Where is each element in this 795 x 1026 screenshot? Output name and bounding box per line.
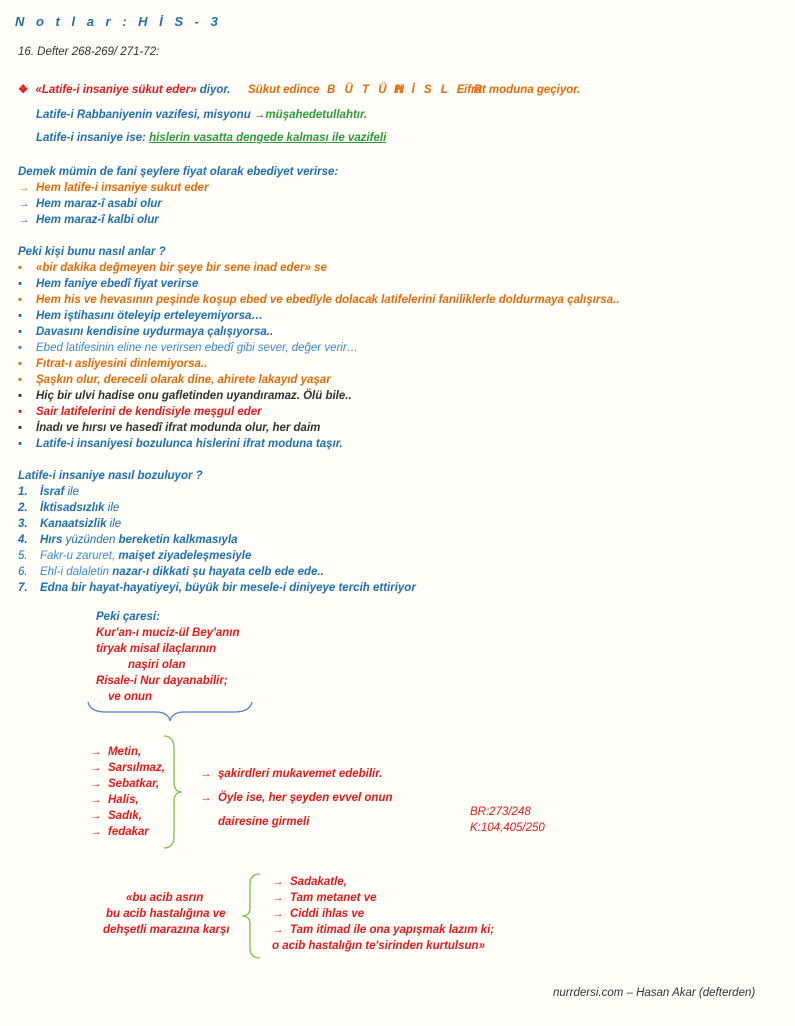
arrow-icon: → xyxy=(272,876,284,888)
list-item: ▪ «bir dakika değmeyen bir şeye bir sene inad eder» se xyxy=(18,262,327,274)
list-item: ▪ Latife-i insaniyesi bozulunca hislerini ifrat moduna taşır. xyxy=(18,438,343,450)
list-item: → Hem maraz-î kalbi olur xyxy=(18,214,159,226)
final-right-line: → Sadakatle, xyxy=(272,876,347,888)
arrow-icon: → xyxy=(90,746,102,758)
final-right-line: → Tam metanet ve xyxy=(272,892,377,904)
arrow-icon: → xyxy=(90,826,102,838)
caresi-line: ve onun xyxy=(108,691,153,703)
arrow-icon: → xyxy=(272,892,284,904)
final-left-line: «bu acib asrın xyxy=(126,892,204,904)
caresi-line: naşiri olan xyxy=(128,659,186,671)
list-item: ▪ Sair latifelerini de kendisiyle meşgul eder xyxy=(18,406,262,418)
diamond-icon: ❖ xyxy=(18,84,29,96)
reference-text: 16. Defter 268-269/ 271-72: xyxy=(18,46,160,58)
bullet-icon: ▪ xyxy=(18,422,23,434)
bullet-icon: ▪ xyxy=(18,310,23,322)
intro-ifrat: ifrat moduna geçiyor. xyxy=(464,84,581,96)
anlar-heading: Peki kişi bunu nasıl anlar ? xyxy=(18,246,166,258)
page-title: N o t l a r : H İ S - 3 xyxy=(15,14,222,29)
ref-text: BR:273/248 xyxy=(470,806,531,818)
list-item: 7. Edna bir hayat-hayatiyeyi, büyük bir mesele-i diniyeye tercih ettiriyor xyxy=(18,582,416,594)
demek-heading: Demek mümin de fani şeylere fiyat olarak ebediyet verirse: xyxy=(18,166,339,178)
quality-item: → Halis, xyxy=(90,794,139,806)
final-right-line: → Tam itimad ile ona yapışmak lazım ki; xyxy=(272,924,495,936)
list-item: 2. İktisadsızlık ile xyxy=(18,502,120,514)
list-item: 3. Kanaatsizlik ile xyxy=(18,518,122,530)
intro-line xyxy=(18,83,230,97)
arrow-icon: → xyxy=(200,768,212,780)
intro-diyor: diyor. xyxy=(196,84,231,96)
rabbaniye-line xyxy=(36,108,367,122)
insaniye-line xyxy=(36,131,386,145)
rabbaniye-text: Latife-i Rabbaniyenin vazifesi, misyonu xyxy=(36,109,251,121)
arrow-icon: → xyxy=(90,762,102,774)
arrow-icon: → xyxy=(253,109,266,121)
bullet-icon: ▪ xyxy=(18,294,23,306)
final-right-line: → Ciddi ihlas ve xyxy=(272,908,365,920)
bullet-icon: ▪ xyxy=(18,342,23,354)
bullet-icon: ▪ xyxy=(18,262,23,274)
bozuluyor-heading: Latife-i insaniye nasıl bozuluyor ? xyxy=(18,470,203,482)
left-brace-icon xyxy=(240,872,262,960)
footer-credit: nurrdersi.com – Hasan Akar (defterden) xyxy=(553,987,756,999)
caresi-label: Peki çaresi: xyxy=(96,611,160,623)
arrow-icon: → xyxy=(272,924,284,936)
horizontal-brace-icon xyxy=(86,700,256,720)
bullet-icon: ▪ xyxy=(18,438,23,450)
hislerin-text: hislerin vasatta dengede kalması ile vazifeli xyxy=(149,132,387,144)
result-line: → şakirdleri mukavemet edebilir. xyxy=(200,768,383,780)
arrow-icon: → xyxy=(200,792,212,804)
right-brace-icon xyxy=(162,734,184,850)
bullet-icon: ▪ xyxy=(18,390,23,402)
list-item: ▪ Hem faniye ebedî fiyat verirse xyxy=(18,278,199,290)
list-item: ▪ Fıtrat-ı asliyesini dinlemiyorsa.. xyxy=(18,358,208,370)
musahede-text: müşahedetullahtır. xyxy=(265,109,368,121)
bullet-icon: ▪ xyxy=(18,358,23,370)
arrow-icon: → xyxy=(18,214,30,226)
result-line: dairesine girmeli xyxy=(218,816,310,828)
list-item: ▪ Ebed latifesinin eline ne verirsen ebedî gibi sever, değer verir… xyxy=(18,342,359,354)
list-item: ▪ Davasını kendisine uydurmaya çalışıyorsa.. xyxy=(18,326,274,338)
caresi-line: Risale-i Nur dayanabilir; xyxy=(96,675,228,687)
quality-item: → Metin, xyxy=(90,746,142,758)
list-item: ▪ Hiç bir ulvi hadise onu gafletinden uyandıramaz. Ölü bile.. xyxy=(18,390,352,402)
final-left-line: dehşetli marazına karşı xyxy=(103,924,230,936)
arrow-icon: → xyxy=(18,198,30,210)
intro-quote: «Latife-i insaniye sükut eder» xyxy=(35,84,197,96)
caresi-line: Kur'an-ı muciz-ül Bey'anın xyxy=(96,627,240,639)
arrow-icon: → xyxy=(90,778,102,790)
final-right-line: o acib hastalığın te'sirinden kurtulsun» xyxy=(272,940,485,952)
quality-item: → Sebatkar, xyxy=(90,778,160,790)
list-item: 1. İsraf ile xyxy=(18,486,79,498)
quality-item: → Sadık, xyxy=(90,810,142,822)
intro-sukut: Sükut edince xyxy=(248,84,320,96)
arrow-icon: → xyxy=(272,908,284,920)
list-item: ▪ Hem iştihasını öteleyip erteleyemiyorsa… xyxy=(18,310,263,322)
list-item: ▪ İnadı ve hırsı ve hasedî ifrat modunda olur, her daim xyxy=(18,422,321,434)
bullet-icon: ▪ xyxy=(18,406,23,418)
arrow-icon: → xyxy=(90,794,102,806)
bullet-icon: ▪ xyxy=(18,278,23,290)
bullet-icon: ▪ xyxy=(18,374,23,386)
list-item: 6. Ehl-i dalaletin nazar-ı dikkati şu hayata celb ede ede.. xyxy=(18,566,324,578)
quality-item: → Sarsılmaz, xyxy=(90,762,165,774)
list-item: 4. Hırs yüzünden bereketin kalkmasıyla xyxy=(18,534,238,546)
result-line: → Öyle ise, her şeyden evvel onun xyxy=(200,792,393,804)
list-item: ▪ Hem his ve hevasının peşinde koşup ebed ve ebedîyle dolacak latifelerini faniliklerle doldurmaya çalışırsa.. xyxy=(18,294,620,306)
intro-butun: B Ü T Ü N xyxy=(327,84,408,96)
quality-item: → fedakar xyxy=(90,826,149,838)
arrow-icon: → xyxy=(18,182,30,194)
insaniye-text: Latife-i insaniye ise: xyxy=(36,132,146,144)
intro-hisler: H İ S L E R xyxy=(394,84,485,96)
list-item: 5. Fakr-u zaruret, maişet ziyadeleşmesiyle xyxy=(18,550,252,562)
list-item: ▪ Şaşkın olur, dereceli olarak dine, ahirete lakayıd yaşar xyxy=(18,374,331,386)
list-item: → Hem latife-i insaniye sukut eder xyxy=(18,182,209,194)
caresi-line: tiryak misal ilaçlarının xyxy=(96,643,217,655)
ref-text: K:104,405/250 xyxy=(470,822,545,834)
final-left-line: bu acib hastalığına ve xyxy=(106,908,226,920)
bullet-icon: ▪ xyxy=(18,326,23,338)
arrow-icon: → xyxy=(90,810,102,822)
list-item: → Hem maraz-î asabi olur xyxy=(18,198,162,210)
